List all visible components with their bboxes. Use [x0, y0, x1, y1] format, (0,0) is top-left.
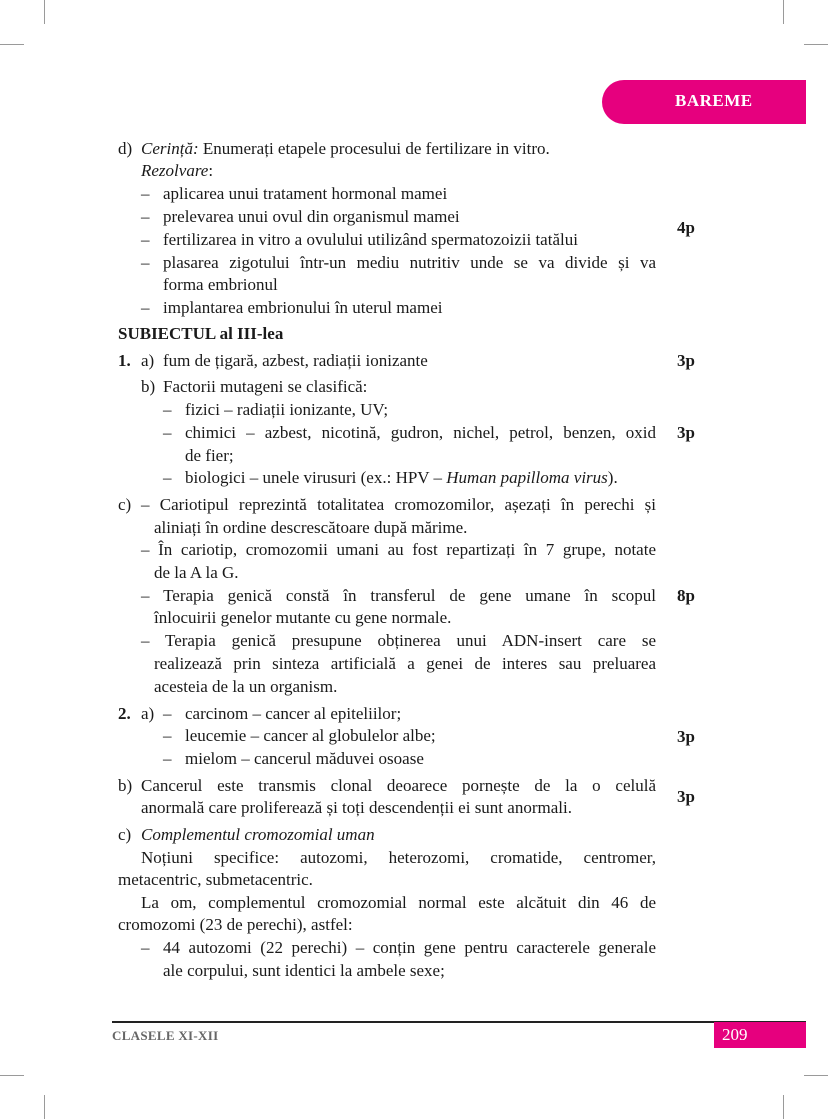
- d-marker: d): [118, 139, 133, 158]
- q2c-line: metacentric, submetacentric.: [118, 870, 313, 889]
- q1c-marker: c): [118, 495, 132, 514]
- rezolvare-line: [141, 160, 213, 182]
- points-d: 4p: [677, 218, 695, 237]
- q1b-bio-text: biologici – unele virusuri (ex.: HPV –: [185, 468, 443, 487]
- d-cerinta: [141, 138, 550, 160]
- q1a-text: fum de țigară, azbest, radiații ionizante: [163, 351, 428, 370]
- q2c-title-text: Complementul cromozomial uman: [141, 825, 375, 844]
- points-q2b: 3p: [677, 787, 695, 806]
- q1c-line: – Terapia genică presupune obținerea unui ADN-insert care se: [141, 631, 656, 650]
- d-dash: –: [141, 207, 150, 226]
- q1c-line: înlocuirii genelor mutante cu gene normale.: [154, 608, 452, 627]
- rezolvare-colon: :: [208, 161, 214, 180]
- q1b-bio-end: ).: [607, 468, 618, 487]
- q2a-item: carcinom – cancer al epiteliilor;: [185, 704, 402, 723]
- q1b-dash: –: [163, 423, 172, 442]
- crop-mark: [804, 1075, 828, 1076]
- cerinta-text: Enumerați etapele procesului de fertilizare in vitro.: [202, 139, 550, 158]
- rezolvare-label: Rezolvare: [141, 161, 209, 180]
- cerinta-label: Cerință:: [141, 139, 199, 158]
- crop-mark: [783, 0, 784, 24]
- q1b-item: chimici – azbest, nicotină, gudron, nichel, petrol, benzen, oxid: [185, 423, 656, 442]
- d-dash: –: [141, 230, 150, 249]
- q1c-line: aliniați în ordine descrescătoare după mărime.: [154, 518, 468, 537]
- section-badge: BAREME: [602, 80, 806, 124]
- page-number: 209: [714, 1022, 806, 1048]
- q1b-item: fizici – radiații ionizante, UV;: [185, 400, 389, 419]
- d-item: aplicarea unui tratament hormonal mamei: [163, 184, 448, 203]
- q2b-marker: b): [118, 776, 133, 795]
- q1b-dash: –: [163, 468, 172, 487]
- d-item: fertilizarea in vitro a ovulului utilizând spermatozoizii tatălui: [163, 230, 578, 249]
- d-dash: –: [141, 253, 150, 272]
- q2c-line: La om, complementul cromozomial normal este alcătuit din 46 de: [141, 893, 656, 912]
- q2a-marker: a): [141, 704, 155, 723]
- q1a-marker: a): [141, 351, 155, 370]
- footer-rule: [112, 1021, 806, 1023]
- q2c-line: Noțiuni specifice: autozomi, heterozomi, cromatide, centromer,: [141, 848, 656, 867]
- q1b-marker: b): [141, 377, 156, 396]
- q2c-dash: –: [141, 938, 150, 957]
- q1b-intro: Factorii mutageni se clasifică:: [163, 377, 368, 396]
- d-dash: –: [141, 184, 150, 203]
- points-q1c: 8p: [677, 586, 695, 605]
- q2a-dash: –: [163, 749, 172, 768]
- points-q1b: 3p: [677, 423, 695, 442]
- crop-mark: [44, 1095, 45, 1119]
- q2-number: 2.: [118, 704, 131, 723]
- crop-mark: [0, 1075, 24, 1076]
- points-q2a: 3p: [677, 727, 695, 746]
- q2c-marker: c): [118, 825, 132, 844]
- q2a-dash: –: [163, 704, 172, 723]
- q2a-item: leucemie – cancer al globulelor albe;: [185, 726, 436, 745]
- crop-mark: [44, 0, 45, 24]
- d-item: prelevarea unui ovul din organismul mamei: [163, 207, 460, 226]
- q1c-line: de la A la G.: [154, 563, 239, 582]
- q1c-line: realizează prin sinteza artificială a genei de interes sau preluarea: [154, 654, 656, 673]
- q1-number: 1.: [118, 351, 131, 370]
- crop-mark: [804, 44, 828, 45]
- q1c-line: – Terapia genică constă în transferul de gene umane în scopul: [141, 586, 656, 605]
- q2b-line: Cancerul este transmis clonal deoarece pornește de la o celulă: [141, 776, 656, 795]
- d-item: plasarea zigotului într-un mediu nutritiv unde se va divide și va: [163, 253, 656, 272]
- q1b-item-cont: de fier;: [185, 446, 234, 465]
- q1b-bio-italic: Human papilloma virus: [446, 468, 608, 487]
- q2b-line: anormală care proliferează și toți descendenții ei sunt anormali.: [141, 798, 572, 817]
- q1b-item: [185, 467, 618, 489]
- q1c-line: acesteia de la un organism.: [154, 677, 338, 696]
- crop-mark: [783, 1095, 784, 1119]
- footer-label: CLASELE XI-XII: [112, 1028, 219, 1043]
- q2c-title: [141, 824, 375, 846]
- q2a-dash: –: [163, 726, 172, 745]
- q1c-line: – Cariotipul reprezintă totalitatea cromozomilor, așezați în perechi și: [141, 495, 656, 514]
- d-item-cont: forma embrionul: [163, 275, 278, 294]
- q2c-line: ale corpului, sunt identici la ambele sexe;: [163, 961, 445, 980]
- d-item: implantarea embrionului în uterul mamei: [163, 298, 443, 317]
- q2a-item: mielom – cancerul măduvei osoase: [185, 749, 424, 768]
- q1c-line: – În cariotip, cromozomii umani au fost repartizați în 7 grupe, notate: [141, 540, 656, 559]
- subiect-heading: SUBIECTUL al III-lea: [118, 324, 284, 343]
- q1b-dash: –: [163, 400, 172, 419]
- d-dash: –: [141, 298, 150, 317]
- q2c-line: 44 autozomi (22 perechi) – conțin gene pentru caracterele generale: [163, 938, 656, 957]
- points-q1a: 3p: [677, 351, 695, 370]
- q2c-line: cromozomi (23 de perechi), astfel:: [118, 915, 353, 934]
- crop-mark: [0, 44, 24, 45]
